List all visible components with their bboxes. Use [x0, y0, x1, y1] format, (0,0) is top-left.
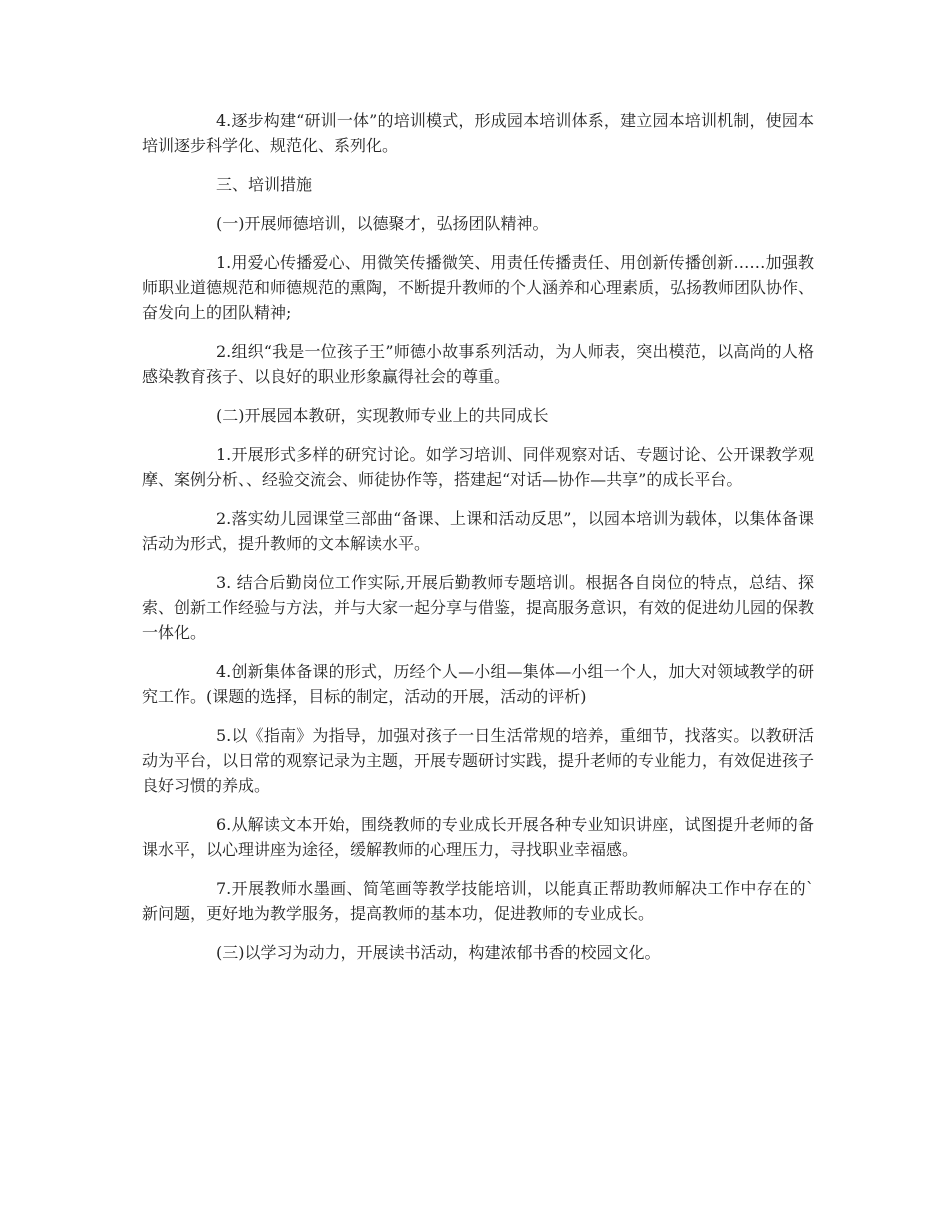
paragraph-ethics-1: 1.用爱心传播爱心、用微笑传播微笑、用责任传播责任、用创新传播创新……加强教师职业道德规范和师德规范的熏陶，不断提升教师的个人涵养和心理素质，弘扬教师团队协作、奋发向上的团队精神; — [142, 253, 815, 322]
paragraph-research-1: 1.开展形式多样的研究讨论。如学习培训、同伴观察对话、专题讨论、公开课教学观摩、案例分析、、经验交流会、师徒协作等，搭建起“对话—协作—共享”的成长平台。 — [142, 445, 814, 489]
paragraph-research-7: 7.开展教师水墨画、简笔画等教学技能培训，以能真正帮助教师解决工作中存在的`新问题，更好地为教学服务，提高教师的基本功，促进教师的专业成长。 — [142, 879, 814, 923]
section-heading-training-measures: 三、培训措施 — [216, 175, 313, 194]
paragraph-research-3: 3. 结合后勤岗位工作实际,开展后勤教师专题培训。根据各自岗位的特点，总结、探索、创新工作经验与方法，并与大家一起分享与借鉴，提高服务意识，有效的促进幼儿园的保教一体化。 — [142, 573, 815, 642]
paragraph-research-5: 5.以《指南》为指导，加强对孩子一日生活常规的培养，重细节，找落实。以教研活动为平台，以日常的观察记录为主题，开展专题研讨实践，提升老师的专业能力，有效促进孩子良好习惯的养成。 — [142, 726, 815, 795]
subsection-heading-reading-activity: (三)以学习为动力，开展读书活动，构建浓郁书香的校园文化。 — [216, 943, 661, 962]
paragraph-research-6: 6.从解读文本开始，围绕教师的专业成长开展各种专业知识讲座，试图提升老师的备课水平，以心理讲座为途径，缓解教师的心理压力，寻找职业幸福感。 — [142, 815, 814, 859]
subsection-heading-school-research: (二)开展园本教研，实现教师专业上的共同成长 — [216, 406, 549, 425]
paragraph-item-4-establish-system: 4.逐步构建“研训一体”的培训模式，形成园本培训体系，建立园本培训机制，使园本培训逐步科学化、规范化、系列化。 — [142, 111, 814, 155]
document-body — [142, 108, 814, 965]
paragraph-research-2: 2.落实幼儿园课堂三部曲“备课、上课和活动反思”，以园本培训为载体，以集体备课活动为形式，提升教师的文本解读水平。 — [142, 509, 814, 553]
paragraph-ethics-2: 2.组织“我是一位孩子王”师德小故事系列活动，为人师表，突出模范，以高尚的人格感染教育孩子、以良好的职业形象赢得社会的尊重。 — [142, 342, 814, 386]
paragraph-research-4: 4.创新集体备课的形式，历经个人—小组—集体—小组一个人，加大对领域教学的研究工作。(课题的选择，目标的制定，活动的开展，活动的评析) — [142, 662, 814, 706]
subsection-heading-ethics-training: (一)开展师德培训，以德聚才，弘扬团队精神。 — [216, 214, 549, 233]
